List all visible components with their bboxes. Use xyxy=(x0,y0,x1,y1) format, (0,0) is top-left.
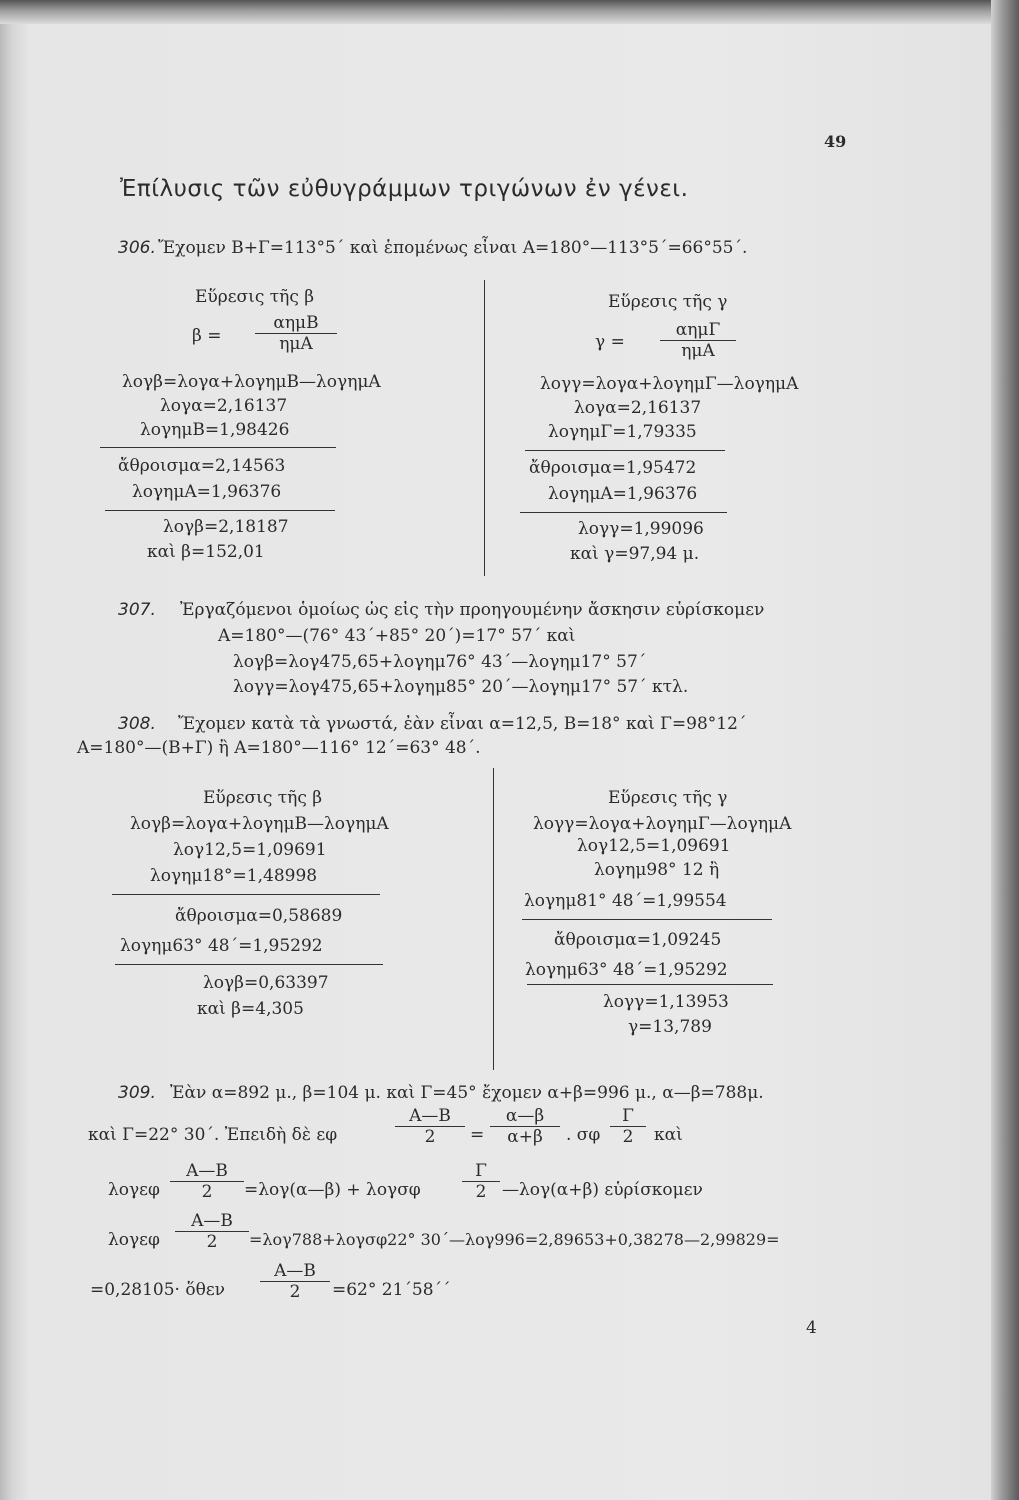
exercise-309-line2-mid: . σφ xyxy=(566,1125,601,1145)
right306-line2: λογα=2,16137 xyxy=(574,398,702,418)
fraction-numerator: Γ xyxy=(622,1106,634,1126)
left308-line6: λογβ=0,63397 xyxy=(203,973,329,993)
exercise-309-line4-end: =λογ788+λογσφ22° 30΄—λογ996=2,89653+0,38278—2,99829= xyxy=(249,1230,780,1249)
right308-line2: λογ12,5=1,09691 xyxy=(577,836,731,856)
page-top-shadow xyxy=(0,0,1019,24)
formula-b-numerator: αημΒ xyxy=(273,313,319,333)
formula-c-denominator: ημΑ xyxy=(660,340,736,361)
column-separator xyxy=(493,768,494,1070)
left308-line4: ἄθροισμα=0,58689 xyxy=(175,906,343,926)
fraction-half-diff-angles xyxy=(395,1106,465,1147)
left306-line1: λογβ=λογα+λογημΒ—λογημΑ xyxy=(122,372,381,392)
fraction-denominator: 2 xyxy=(260,1281,330,1302)
divider xyxy=(525,450,725,451)
heading-308-find-c: Εὕρεσις τῆς γ xyxy=(608,788,728,808)
formula-c-numerator: αημΓ xyxy=(675,320,721,340)
exercise-309-line3-mid: =λογ(α—β) + λογσφ xyxy=(244,1180,421,1200)
divider xyxy=(527,984,773,985)
equals-sign: = xyxy=(470,1125,485,1145)
exercise-306-intro: Ἔχομεν Β+Γ=113°5΄ καὶ ἑπομένως εἶναι Α=180°—113°5΄=66°55΄. xyxy=(158,238,748,258)
page-right-edge xyxy=(991,0,1019,1500)
right306-line6: λογγ=1,99096 xyxy=(578,519,704,539)
fraction-numerator: Α—Β xyxy=(409,1106,451,1126)
right308-line7: λογγ=1,13953 xyxy=(603,992,729,1012)
divider xyxy=(522,919,772,920)
exercise-number-308: 308. xyxy=(118,714,156,734)
exercise-number-307: 307. xyxy=(118,600,156,620)
left308-line5: λογημ63° 48΄=1,95292 xyxy=(120,936,323,956)
fraction-half-diff-angles xyxy=(170,1161,244,1202)
exercise-307-line2: Α=180°—(76° 43΄+85° 20΄)=17° 57΄ καὶ xyxy=(218,626,576,646)
exercise-number-306: 306. xyxy=(118,238,156,258)
exercise-309-line3-end: —λογ(α+β) εὑρίσκομεν xyxy=(502,1180,703,1200)
right308-line5: ἄθροισμα=1,09245 xyxy=(554,930,722,950)
right306-line3: λογημΓ=1,79335 xyxy=(548,422,697,442)
column-separator xyxy=(484,280,485,576)
divider xyxy=(100,447,336,448)
heading-find-c: Εὕρεσις τῆς γ xyxy=(608,292,728,312)
fraction-half-diff-angles xyxy=(260,1261,330,1302)
left306-line7: καὶ β=152,01 xyxy=(147,542,265,562)
section-title: Ἐπίλυσις τῶν εὐθυγράμμων τριγώνων ἐν γένει. xyxy=(120,176,689,202)
exercise-309-line2-end: καὶ xyxy=(654,1125,683,1145)
divider xyxy=(105,510,335,511)
exercise-307-line4: λογγ=λογ475,65+λογημ85° 20΄—λογημ17° 57΄ κτλ. xyxy=(233,677,689,697)
left306-line6: λογβ=2,18187 xyxy=(163,517,289,537)
right306-line1: λογγ=λογα+λογημΓ—λογημΑ xyxy=(540,374,799,394)
formula-b-lhs: β = xyxy=(192,326,222,346)
exercise-309-line1: Ἐὰν α=892 μ., β=104 μ. καὶ Γ=45° ἔχομεν α+β=996 μ., α—β=788μ. xyxy=(170,1083,764,1103)
right308-line1: λογγ=λογα+λογημΓ—λογημΑ xyxy=(533,814,792,834)
fraction-half-gamma xyxy=(462,1161,500,1202)
fraction-half-gamma xyxy=(610,1106,646,1147)
formula-c-lhs: γ = xyxy=(595,332,625,352)
left306-line4: ἄθροισμα=2,14563 xyxy=(118,456,286,476)
left306-line2: λογα=2,16137 xyxy=(160,396,288,416)
fraction-sides-ratio xyxy=(490,1106,560,1147)
fraction-numerator: Α—Β xyxy=(274,1261,316,1281)
exercise-309-line5-start: =0,28105· ὅθεν xyxy=(90,1280,225,1300)
right308-line3: λογημ98° 12 ἢ xyxy=(594,860,720,880)
left308-line1: λογβ=λογα+λογημΒ—λογημΑ xyxy=(130,814,389,834)
heading-308-find-b: Εὕρεσις τῆς β xyxy=(203,788,323,808)
left306-line5: λογημΑ=1,96376 xyxy=(132,482,282,502)
fraction-half-diff-angles xyxy=(175,1211,249,1252)
signature-mark: 4 xyxy=(806,1318,817,1338)
fraction-numerator: Γ xyxy=(475,1161,487,1181)
exercise-307-line3: λογβ=λογ475,65+λογημ76° 43΄—λογημ17° 57΄ xyxy=(233,652,647,672)
right308-line6: λογημ63° 48΄=1,95292 xyxy=(525,960,728,980)
formula-c-fraction xyxy=(660,320,736,361)
exercise-309-result: =62° 21΄58΄΄ xyxy=(332,1280,451,1300)
right306-line5: λογημΑ=1,96376 xyxy=(548,484,698,504)
fraction-denominator: 2 xyxy=(170,1181,244,1202)
right308-line8: γ=13,789 xyxy=(628,1017,712,1037)
fraction-numerator: Α—Β xyxy=(191,1211,233,1231)
fraction-denominator: 2 xyxy=(175,1231,249,1252)
page-number: 49 xyxy=(824,132,847,151)
divider xyxy=(520,512,727,513)
fraction-denominator: α+β xyxy=(490,1126,560,1147)
left308-line2: λογ12,5=1,09691 xyxy=(173,840,327,860)
right308-line4: λογημ81° 48΄=1,99554 xyxy=(524,891,727,911)
exercise-308-line2: Α=180°—(Β+Γ) ἢ Α=180°—116° 12΄=63° 48΄. xyxy=(77,738,481,758)
formula-b-fraction xyxy=(255,313,337,354)
fraction-numerator: Α—Β xyxy=(186,1161,228,1181)
fraction-numerator: α—β xyxy=(505,1106,545,1126)
right306-line4: ἄθροισμα=1,95472 xyxy=(529,458,697,478)
exercise-number-309: 309. xyxy=(118,1083,156,1103)
fraction-denominator: 2 xyxy=(462,1181,500,1202)
exercise-309-line2-start: καὶ Γ=22° 30΄. Ἐπειδὴ δὲ εφ xyxy=(88,1125,338,1145)
formula-b-denominator: ημΑ xyxy=(255,333,337,354)
fraction-denominator: 2 xyxy=(395,1126,465,1147)
exercise-308-line1: Ἔχομεν κατὰ τὰ γνωστά, ἐὰν εἶναι α=12,5, Β=18° καὶ Γ=98°12΄ xyxy=(178,714,747,734)
exercise-309-line4-start: λογεφ xyxy=(108,1230,160,1250)
heading-find-b: Εὕρεσις τῆς β xyxy=(195,287,315,307)
exercise-307-line1: Ἐργαζόμενοι ὁμοίως ὡς εἰς τὴν προηγουμένην ἄσκησιν εὑρίσκομεν xyxy=(180,600,765,620)
right306-line7: καὶ γ=97,94 μ. xyxy=(570,544,700,564)
left308-line7: καὶ β=4,305 xyxy=(197,999,304,1019)
left308-line3: λογημ18°=1,48998 xyxy=(150,866,318,886)
divider xyxy=(112,894,380,895)
exercise-309-line3-start: λογεφ xyxy=(108,1180,160,1200)
left306-line3: λογημΒ=1,98426 xyxy=(140,420,290,440)
divider xyxy=(115,964,383,965)
fraction-denominator: 2 xyxy=(610,1126,646,1147)
